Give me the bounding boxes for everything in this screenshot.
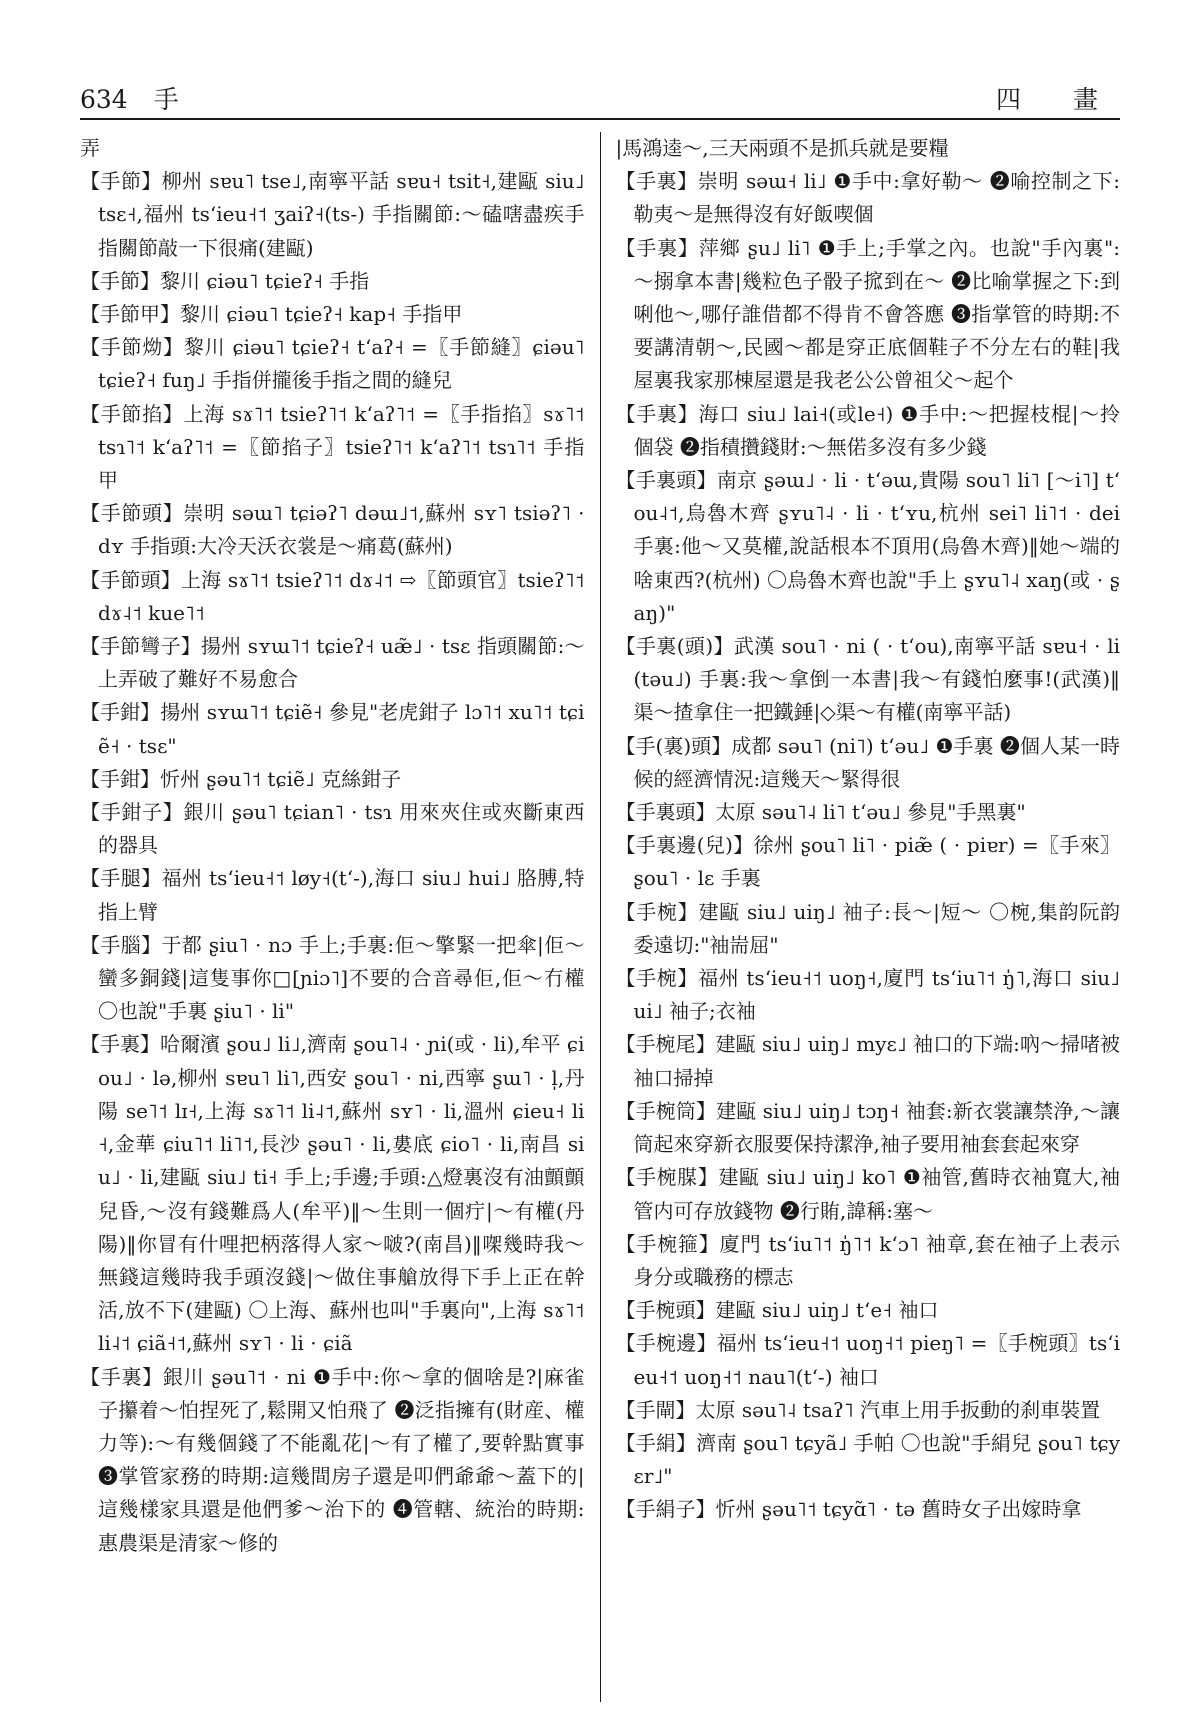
dictionary-entry: 【手節】柳州 sɐu˥ tse˩,南寧平話 sɐu˧ tsit˧,建甌 siu˩ tsɛ˧,福州 tsʻieu˧˦ ʒaiʔ˧(ts-) 手指關節:～磕嗐盡疾手指關節敲一下很痛(建甌) — [80, 169, 585, 260]
dictionary-entry: 【手椀筒】建甌 siu˩ uiŋ˩ tɔŋ˧ 袖套:新衣裳讓禁浄,～讓筒起來穿新衣服要保持潔浄,袖子要用袖套套起來穿 — [615, 1098, 1120, 1157]
section-title: 四 畫 — [996, 85, 1120, 114]
dictionary-entry: 【手節頭】崇明 səɯ˥ tɕiəʔ˥ dəɯ˩˦,蘇州 sʏ˥ tsiəʔ˥ · dʏ 手指頭:大冷天沃衣裳是～痛葛(蘇州) — [80, 501, 585, 559]
page-number: 634 — [80, 85, 128, 114]
dictionary-entry: 【手腿】福州 tsʻieu˧˦ løy˧(tʻ-),海口 siu˩ hui˩ 胳膊,特指上臂 — [80, 866, 585, 924]
left-column — [80, 132, 600, 1702]
dictionary-entry: 【手裏】崇明 səɯ˧ li˩ ❶手中:拿好勒～ ❷喻控制之下:勒夷～是無得沒有好飯喫個 — [615, 169, 1120, 227]
dictionary-entry: 【手(裏)頭】成都 səu˥ (ni˥) tʻəu˩ ❶手裏 ❷個人某一時候的經濟情況:這幾天～緊得很 — [615, 733, 1120, 791]
dictionary-entry: 【手閘】太原 səu˥˨ tsaʔ˥ 汽車上用手扳動的刹車裝置 — [615, 1397, 1101, 1422]
dictionary-entry: 【手節甲】黎川 ɕiəu˥ tɕieʔ˧ kap˧ 手指甲 — [80, 302, 463, 327]
dictionary-entry: 【手鉗】忻州 ʂəu˥˦ tɕiẽ˩ 克絲鉗子 — [80, 766, 402, 791]
dictionary-entry: 【手節掐】上海 sɤ˥˦ tsieʔ˥˦ kʻaʔ˥˦ =〖手指掐〗sɤ˥˦ tsɿ˥˦ kʻaʔ˥˦ =〖節掐子〗tsieʔ˥˦ kʻaʔ˥˦ tsɿ˥˦ 手指甲 — [80, 401, 585, 493]
dictionary-entry: 【手椀箍】廈門 tsʻiu˥˦ ŋ̍˥˦ kʻɔ˥ 袖章,套在袖子上表示身分或職務的標志 — [615, 1231, 1120, 1289]
header-left — [80, 80, 179, 116]
dictionary-entry: 【手裏】哈爾濱 ʂou˩ li˩,濟南 ʂou˥˨ · ɲi(或 · li),牟平 ɕiou˩ · lə,柳州 sɐu˥ li˥,西安 ʂou˥ · ni,西寧 ʂɯ˥ · l̩,丹陽 se˥˦ lɪ˧,上海 sɤ˥˦ li˨˦,蘇州 sʏ˥ · li,溫州 ɕieu˧ li˧,金華 ɕiu˥˦ li˥˦,長沙 ʂəu˥ · li,婁底 ɕio˥ · li,南昌 siu˩ · li,建甌 siu˩ ti˧ 手上;手邊;手頭:△燈裏沒有油顫顫兒昏,～沒有錢難爲人(牟平)‖～生則一個疔|～有權(丹陽)‖你冒有什哩把柄落得人家～啵?(南昌)‖㗎幾時我～無錢這幾時我手頭沒錢|～做住事艙放得下手上正在幹活,放不下(建甌) 〇上海、蘇州也叫"手裏向",上海 sɤ˥˦ li˨˦ ɕiã˧˦,蘇州 sʏ˥ · li · ɕiã — [80, 1032, 585, 1356]
dictionary-entry: 【手椀尾】建甌 siu˩ uiŋ˩ myɛ˩ 袖口的下端:吶～掃啫被袖口掃掉 — [615, 1032, 1120, 1090]
dictionary-entry: 【手椀頭】建甌 siu˩ uiŋ˩ tʻe˧ 袖口 — [615, 1298, 939, 1323]
dictionary-entry: 【手腦】于都 ʂiu˥ · nɔ 手上;手裏:佢～擎緊一把傘|佢～蠻多銅錢|這隻事你□[ɲiɔ˥]不要的合音尋佢,佢～冇權 〇也說"手裏 ʂiu˥ · li" — [80, 932, 585, 1024]
dictionary-entry: 【手椀邊】福州 tsʻieu˧˦ uoŋ˧˦ pieŋ˥ =〖手椀頭〗tsʻieu˧˦ uoŋ˧˦ nau˥(tʻ-) 袖口 — [615, 1331, 1120, 1389]
dictionary-entry: 【手裏(頭)】武漢 sou˥ · ni ( · tʻou),南寧平話 sɐu˧ · li (təu˩) 手裏:我～拿倒一本書|我～有錢怕麼事!(武漢)‖渠～揸拿住一把鐵錘|◇渠～有權(南寧平話) — [615, 634, 1120, 725]
dictionary-entry: 【手椀】建甌 siu˩ uiŋ˩ 袖子:長～|短～ 〇椀,集韵阮韵委遠切:"袖耑屈" — [615, 899, 1120, 957]
dictionary-entry: 【手裏邊(兒)】徐州 ʂou˥ li˥ · piæ̃ ( · piɐr) =〖手來〗ʂou˥ · lɛ 手裏 — [615, 833, 1120, 891]
dictionary-entry: 【手節】黎川 ɕiəu˥ tɕieʔ˧ 手指 — [80, 268, 370, 293]
dictionary-entry: 【手節頭】上海 sɤ˥˦ tsieʔ˥˦ dɤ˨˦ ⇨〖節頭官〗tsieʔ˥˦ dɤ˨˦ kue˥˦ — [80, 567, 585, 625]
dictionary-entry: 【手椀腜】建甌 siu˩ uiŋ˩ ko˥ ❶袖管,舊時衣袖寬大,袖管内可存放錢物 ❷行賄,諱稱:塞～ — [615, 1165, 1120, 1223]
dictionary-entry: 【手鉗子】銀川 ʂəu˥ tɕian˥ · tsɿ 用來夾住或夾斷東西的器具 — [80, 800, 585, 858]
text-columns — [80, 132, 1120, 1702]
dictionary-entry: 【手裏頭】南京 ʂəɯ˩ · li · tʻəɯ,貴陽 sou˥ li˥ [～i˥] tʻou˨˦,烏魯木齊 ʂʏu˥˨ · li · tʻʏu,杭州 sei˥ li˥˦ · dei 手裏:他～又莫權,說話根本不頂用(烏魯木齊)‖她～端的啥東西?(杭州) 〇烏魯木齊也說"手上 ʂʏu˥˨ xaŋ(或 · ʂaŋ)" — [615, 468, 1120, 625]
dictionary-entry: 【手節㶭】黎川 ɕiəu˥ tɕieʔ˧ tʻaʔ˧ =〖手節縫〗ɕiəu˥ tɕieʔ˧ fuŋ˩ 手指併攏後手指之間的縫兒 — [80, 335, 585, 393]
right-column — [600, 132, 1121, 1702]
page-header — [80, 78, 1120, 120]
head-character: 手 — [153, 85, 179, 114]
dictionary-entry: 【手絹】濟南 ʂou˥ tɕyã˩ 手帕 〇也說"手絹兒 ʂou˥ tɕyɛr˩" — [615, 1430, 1120, 1489]
dictionary-entry: 【手裏】海口 siu˩ lai˧(或le˧) ❶手中:～把握枝棍|～拎個袋 ❷指積攢錢財:～無偌多沒有多少錢 — [615, 401, 1120, 459]
dictionary-entry: 【手絹子】忻州 ʂəu˥˦ tɕyɑ̃˥ · tə 舊時女子出嫁時拿 — [615, 1497, 1082, 1522]
dictionary-entry: 【手裏頭】太原 səu˥˨ li˥ tʻəu˩ 參見"手黑裏" — [615, 800, 1026, 825]
dictionary-entry: 【手椀】福州 tsʻieu˧˦ uoŋ˧,廈門 tsʻiu˥˦ ŋ̍˥,海口 siu˩ ui˩ 袖子;衣袖 — [615, 966, 1120, 1024]
dictionary-entry: |馬鴻逵～,三天兩頭不是抓兵就是要糧 — [615, 136, 949, 160]
dictionary-entry: 【手鉗】揚州 sʏɯ˥˦ tɕiẽ˧ 參見"老虎鉗子 lɔ˥˦ xu˥˦ tɕiẽ˧ · tsɛ" — [80, 700, 585, 758]
dictionary-entry: 【手裏】萍鄉 ʂu˩ li˥ ❶手上;手掌之內。也說"手內裏":～搦拿本書|幾粒色子骰子搲到在～ ❷比喻掌握之下:到唎他～,哪仔誰借都不得肯不會答應 ❸指掌管的時期:不要講清朝～,民國～都是穿正底個鞋子不分左右的鞋|我屋裏我家那棟屋還是我老公公曾祖父～起个 — [615, 235, 1120, 393]
dictionary-entry: 弄 — [80, 136, 100, 160]
dictionary-entry: 【手裏】銀川 ʂəu˥˦ · ni ❶手中:你～拿的個啥是?|麻雀子攥着～怕捏死了,鬆開又怕飛了 ❷泛指擁有(財産、權力等):～有幾個錢了不能亂花|～有了權了,要幹點實事 ❸掌管家務的時期:這幾間房子還是叩們爺爺～蓋下的|這幾樣家具還是他們爹～治下的 ❹管轄、統治的時期:惠農渠是清家～修的 — [80, 1364, 585, 1555]
dictionary-entry: 【手節彎子】揚州 sʏɯ˥˦ tɕieʔ˧ uæ̃˩ · tsɛ 指頭關節:～上弄破了難好不易愈合 — [80, 634, 585, 692]
